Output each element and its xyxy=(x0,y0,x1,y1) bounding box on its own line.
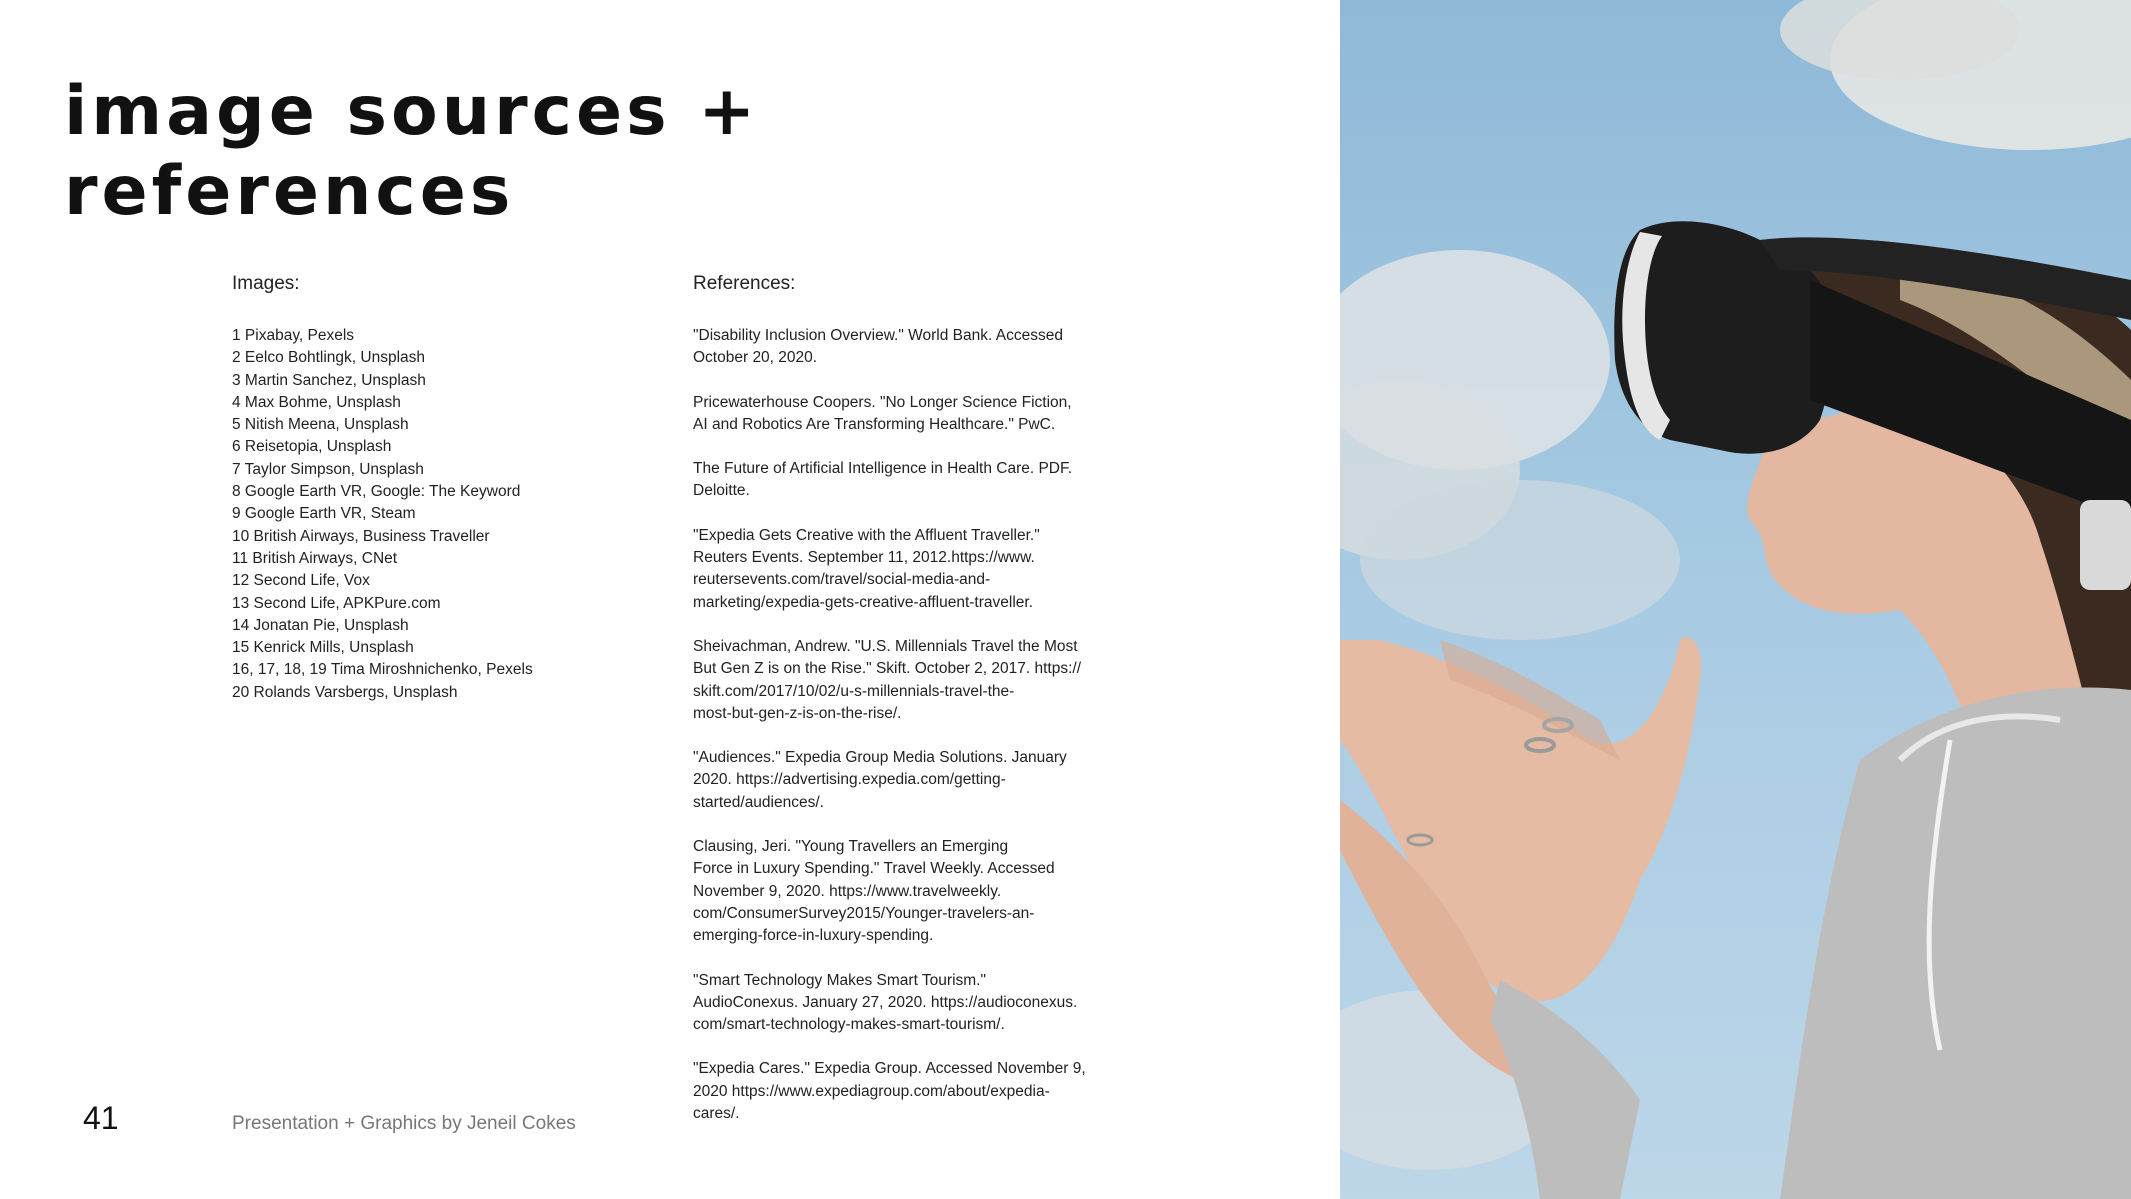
image-credit-item: 5 Nitish Meena, Unsplash xyxy=(232,416,409,434)
image-credit-item: 15 Kenrick Mills, Unsplash xyxy=(232,639,414,657)
reference-line: Pricewaterhouse Coopers. "No Longer Science Fiction, xyxy=(693,393,1072,411)
reference-entry xyxy=(693,747,1073,814)
images-heading: Images: xyxy=(232,273,300,294)
image-credit-item: 7 Taylor Simpson, Unsplash xyxy=(232,460,424,478)
image-credit-item: 8 Google Earth VR, Google: The Keyword xyxy=(232,483,521,501)
reference-line: com/smart-technology-makes-smart-tourism/. xyxy=(693,1016,1005,1034)
reference-line: The Future of Artificial Intelligence in Health Care. PDF. xyxy=(693,460,1073,478)
reference-line: "Expedia Cares." Expedia Group. Accessed November 9, xyxy=(693,1060,1086,1078)
references-heading: References: xyxy=(693,273,796,294)
slide-title-line-2: references xyxy=(64,152,515,231)
reference-entry xyxy=(693,525,1073,614)
reference-line: cares/. xyxy=(693,1105,740,1123)
reference-line: "Disability Inclusion Overview." World Bank. Accessed xyxy=(693,327,1063,344)
references-list xyxy=(693,325,1086,1125)
reference-line: AudioConexus. January 27, 2020. https://audioconexus. xyxy=(693,993,1078,1011)
image-credit-item: 6 Reisetopia, Unsplash xyxy=(232,438,392,456)
vr-headset-illustration xyxy=(1340,0,2131,1199)
slide-title xyxy=(64,72,964,232)
reference-line: October 20, 2020. xyxy=(693,349,818,367)
reference-entry xyxy=(693,636,1082,725)
reference-entry xyxy=(693,458,1073,503)
reference-line: skift.com/2017/10/02/u-s-millennials-travel-the- xyxy=(693,682,1015,700)
reference-line: 2020 https://www.expediagroup.com/about/expedia- xyxy=(693,1082,1050,1100)
image-credit-item: 14 Jonatan Pie, Unsplash xyxy=(232,616,409,634)
reference-line: AI and Robotics Are Transforming Healthcare." PwC. xyxy=(693,415,1056,433)
image-credit-item: 16, 17, 18, 19 Tima Miroshnichenko, Pexels xyxy=(232,661,533,679)
reference-entry xyxy=(693,392,1073,437)
reference-line: most-but-gen-z-is-on-the-rise/. xyxy=(693,704,902,722)
reference-line: Reuters Events. September 11, 2012.https://www. xyxy=(693,549,1035,567)
slide-title-line-1: image sources + xyxy=(64,72,760,151)
reference-line: emerging-force-in-luxury-spending. xyxy=(693,927,934,945)
reference-entry xyxy=(693,1058,1086,1125)
reference-line: Clausing, Jeri. "Young Travellers an Emerging xyxy=(693,838,1009,856)
reference-entry xyxy=(693,325,1073,370)
reference-line: 2020. https://advertising.expedia.com/getting- xyxy=(693,771,1006,789)
image-credit-item: 4 Max Bohme, Unsplash xyxy=(232,393,401,411)
image-credit-item: 11 British Airways, CNet xyxy=(232,549,398,567)
reference-line: Force in Luxury Spending." Travel Weekly. Accessed xyxy=(693,860,1055,878)
image-credit-item: 3 Martin Sanchez, Unsplash xyxy=(232,371,426,389)
reference-entry xyxy=(693,836,1073,947)
reference-line: reutersevents.com/travel/social-media-and- xyxy=(693,571,991,589)
reference-line: Sheivachman, Andrew. "U.S. Millennials Travel the Most xyxy=(693,637,1078,655)
image-credit-item: 12 Second Life, Vox xyxy=(232,572,370,590)
image-credit-item: 13 Second Life, APKPure.com xyxy=(232,594,441,612)
reference-line: "Expedia Gets Creative with the Affluent Traveller." xyxy=(693,526,1040,544)
reference-line: "Smart Technology Makes Smart Tourism." xyxy=(693,971,986,989)
reference-line: "Audiences." Expedia Group Media Solutions. January xyxy=(693,749,1067,767)
image-credit-item: 2 Eelco Bohtlingk, Unsplash xyxy=(232,349,426,367)
reference-line: But Gen Z is on the Rise." Skift. October 2, 2017. https:// xyxy=(693,660,1082,678)
reference-line: Deloitte. xyxy=(693,482,750,500)
footer-credit: Presentation + Graphics by Jeneil Cokes xyxy=(232,1113,576,1134)
image-credit-item: 20 Rolands Varsbergs, Unsplash xyxy=(232,683,458,701)
image-credit-item: 1 Pixabay, Pexels xyxy=(232,327,355,344)
reference-line: marketing/expedia-gets-creative-affluent-traveller. xyxy=(693,593,1034,611)
image-credit-item: 10 British Airways, Business Traveller xyxy=(232,527,490,545)
reference-entry xyxy=(693,970,1078,1037)
vr-headset-photo xyxy=(1340,0,2131,1199)
reference-line: started/audiences/. xyxy=(693,793,824,811)
reference-line: com/ConsumerSurvey2015/Younger-travelers-an- xyxy=(693,904,1035,922)
page-number: 41 xyxy=(83,1100,119,1136)
image-credits-list xyxy=(232,325,632,704)
reference-line: November 9, 2020. https://www.travelweekly. xyxy=(693,882,1002,900)
image-credit-item: 9 Google Earth VR, Steam xyxy=(232,505,416,523)
